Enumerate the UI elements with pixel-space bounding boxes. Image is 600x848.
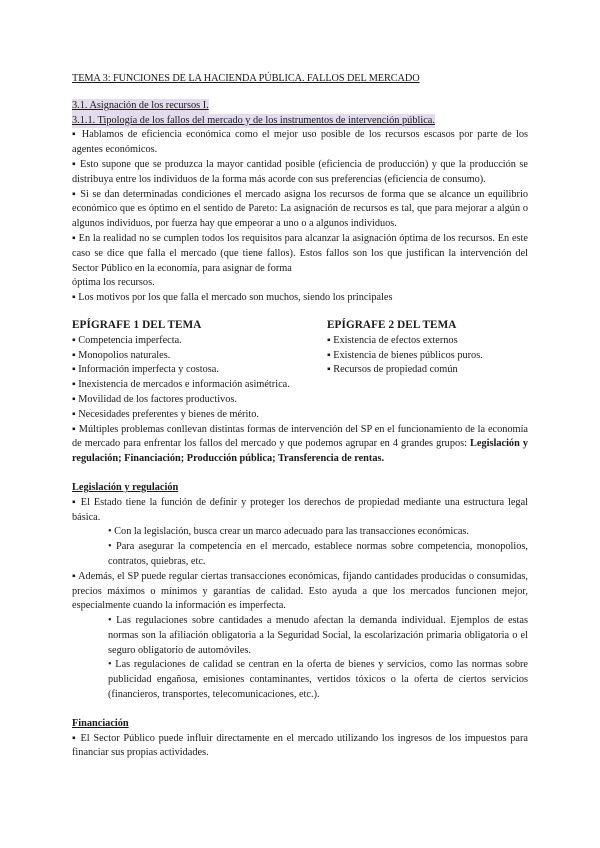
legislacion-subitem: • Las regulaciones de calidad se centran en la oferta de bienes y servicios, como las normas sobre publicidad engañosa, emisiones contaminantes, vertidos tóxicos o la oferta de ciertos servicios (financieros, transportes, telecomunicaciones, etc.). [108,659,528,701]
subsection-heading [72,114,528,129]
multiples-groups: Legislación y regulación; Financiación; Producción pública; Transferencia de rentas. [72,438,528,465]
legislacion-subitem: • Para asegurar la competencia en el mercado, establece normas sobre competencia, monopolios, contratos, quiebras, etc. [108,541,528,567]
list-item: ▪ Información imperfecta y costosa. [72,364,219,376]
legislacion-paragraph: ▪ El Estado tiene la función de definir y proteger los derechos de propiedad mediante una estructura legal básica. [72,496,528,523]
financiacion-heading: Financiación [72,717,129,729]
epigrafe-1 [72,318,327,423]
epigrafe-columns [72,318,528,423]
list-item: ▪ Movilidad de los factores productivos. [72,393,237,405]
intro-paragraph: ▪ En la realidad no se cumplen todos los requisitos para alcanzar la asignación óptima de los recursos. En este caso se dice que falla el mercado (que tiene fallos). Estos fallos son los que justifican la intervención del Sector Público en la economía, para asignar de forma [72,232,528,274]
multiples-paragraph [72,423,528,467]
legislacion-subitem: • Las regulaciones sobre cantidades a menudo afectan la demanda individual. Ejemplos de estas normas son la afiliación obligatoria a la Seguridad Social, la escolarización primaria obligatoria o el seguro obligatorio de automóviles. [108,615,528,656]
intro-paragraph: ▪ Los motivos por los que falla el mercado son muchos, siendo los principales [72,292,393,304]
intro-paragraph: óptima los recursos. [72,277,155,289]
multiples-text: ▪ Múltiples problemas conllevan distintas formas de intervención del SP en el funcionamiento de la economía de mercado para enfrentar los fallos del mercado y que podemos agrupar en 4 grandes grupos: [72,423,528,450]
section-heading-text: 3.1. Asignación de los recursos I. [72,99,209,114]
epigrafe-2 [327,318,528,423]
document-page [72,72,528,761]
section-heading [72,99,528,114]
list-item: ▪ Existencia de bienes públicos puros. [327,349,483,361]
list-item: ▪ Competencia imperfecta. [72,334,182,346]
legislacion-heading: Legislación y regulación [72,481,179,493]
list-item: ▪ Inexistencia de mercados e información asimétrica. [72,379,290,391]
list-item: ▪ Necesidades preferentes y bienes de mérito. [72,408,259,420]
list-item: ▪ Existencia de efectos externos [327,334,458,346]
document-title: TEMA 3: FUNCIONES DE LA HACIENDA PÚBLICA. FALLOS DEL MERCADO [72,73,420,84]
list-item: ▪ Monopolios naturales. [72,349,171,361]
intro-paragraph: ▪ Si se dan determinadas condiciones el mercado asigna los recursos de forma que se alcance un equilibrio económico que es óptimo en el sentido de Pareto: La asignación de recursos es tal, que para mejorar a algún o algunos individuos, por fuerza hay que empeorar a uno o a algunos individuos. [72,188,528,230]
intro-paragraph: ▪ Hablamos de eficiencia económica como el mejor uso posible de los recursos escasos por parte de los agentes económicos. [72,129,528,156]
epigrafe-1-heading: EPÍGRAFE 1 DEL TEMA [72,318,202,331]
financiacion-paragraph: ▪ El Sector Público puede influir directamente en el mercado utilizando los ingresos de los impuestos para financiar sus propias actividades. [72,732,528,759]
subsection-heading-text: 3.1.1. Tipología de los fallos del mercado y de los instrumentos de intervención pública. [72,114,435,129]
legislacion-paragraph: ▪ Además, el SP puede regular ciertas transacciones económicas, fijando cantidades producidas o consumidas, precios máximos o mínimos y garantías de calidad. Esto ayuda a que los mercados funcionen mejor, especialmente cuando la información es imperfecta. [72,570,528,612]
list-item: ▪ Recursos de propiedad común [327,364,458,376]
epigrafe-2-heading: EPÍGRAFE 2 DEL TEMA [327,318,457,331]
intro-paragraph: ▪ Esto supone que se produzca la mayor cantidad posible (eficiencia de producción) y que la producción se distribuya entre los individuos de la forma más acorde con sus preferencias (eficiencia de consumo). [72,158,528,185]
legislacion-subitem: • Con la legislación, busca crear un marco adecuado para las transacciones económicas. [108,526,469,538]
